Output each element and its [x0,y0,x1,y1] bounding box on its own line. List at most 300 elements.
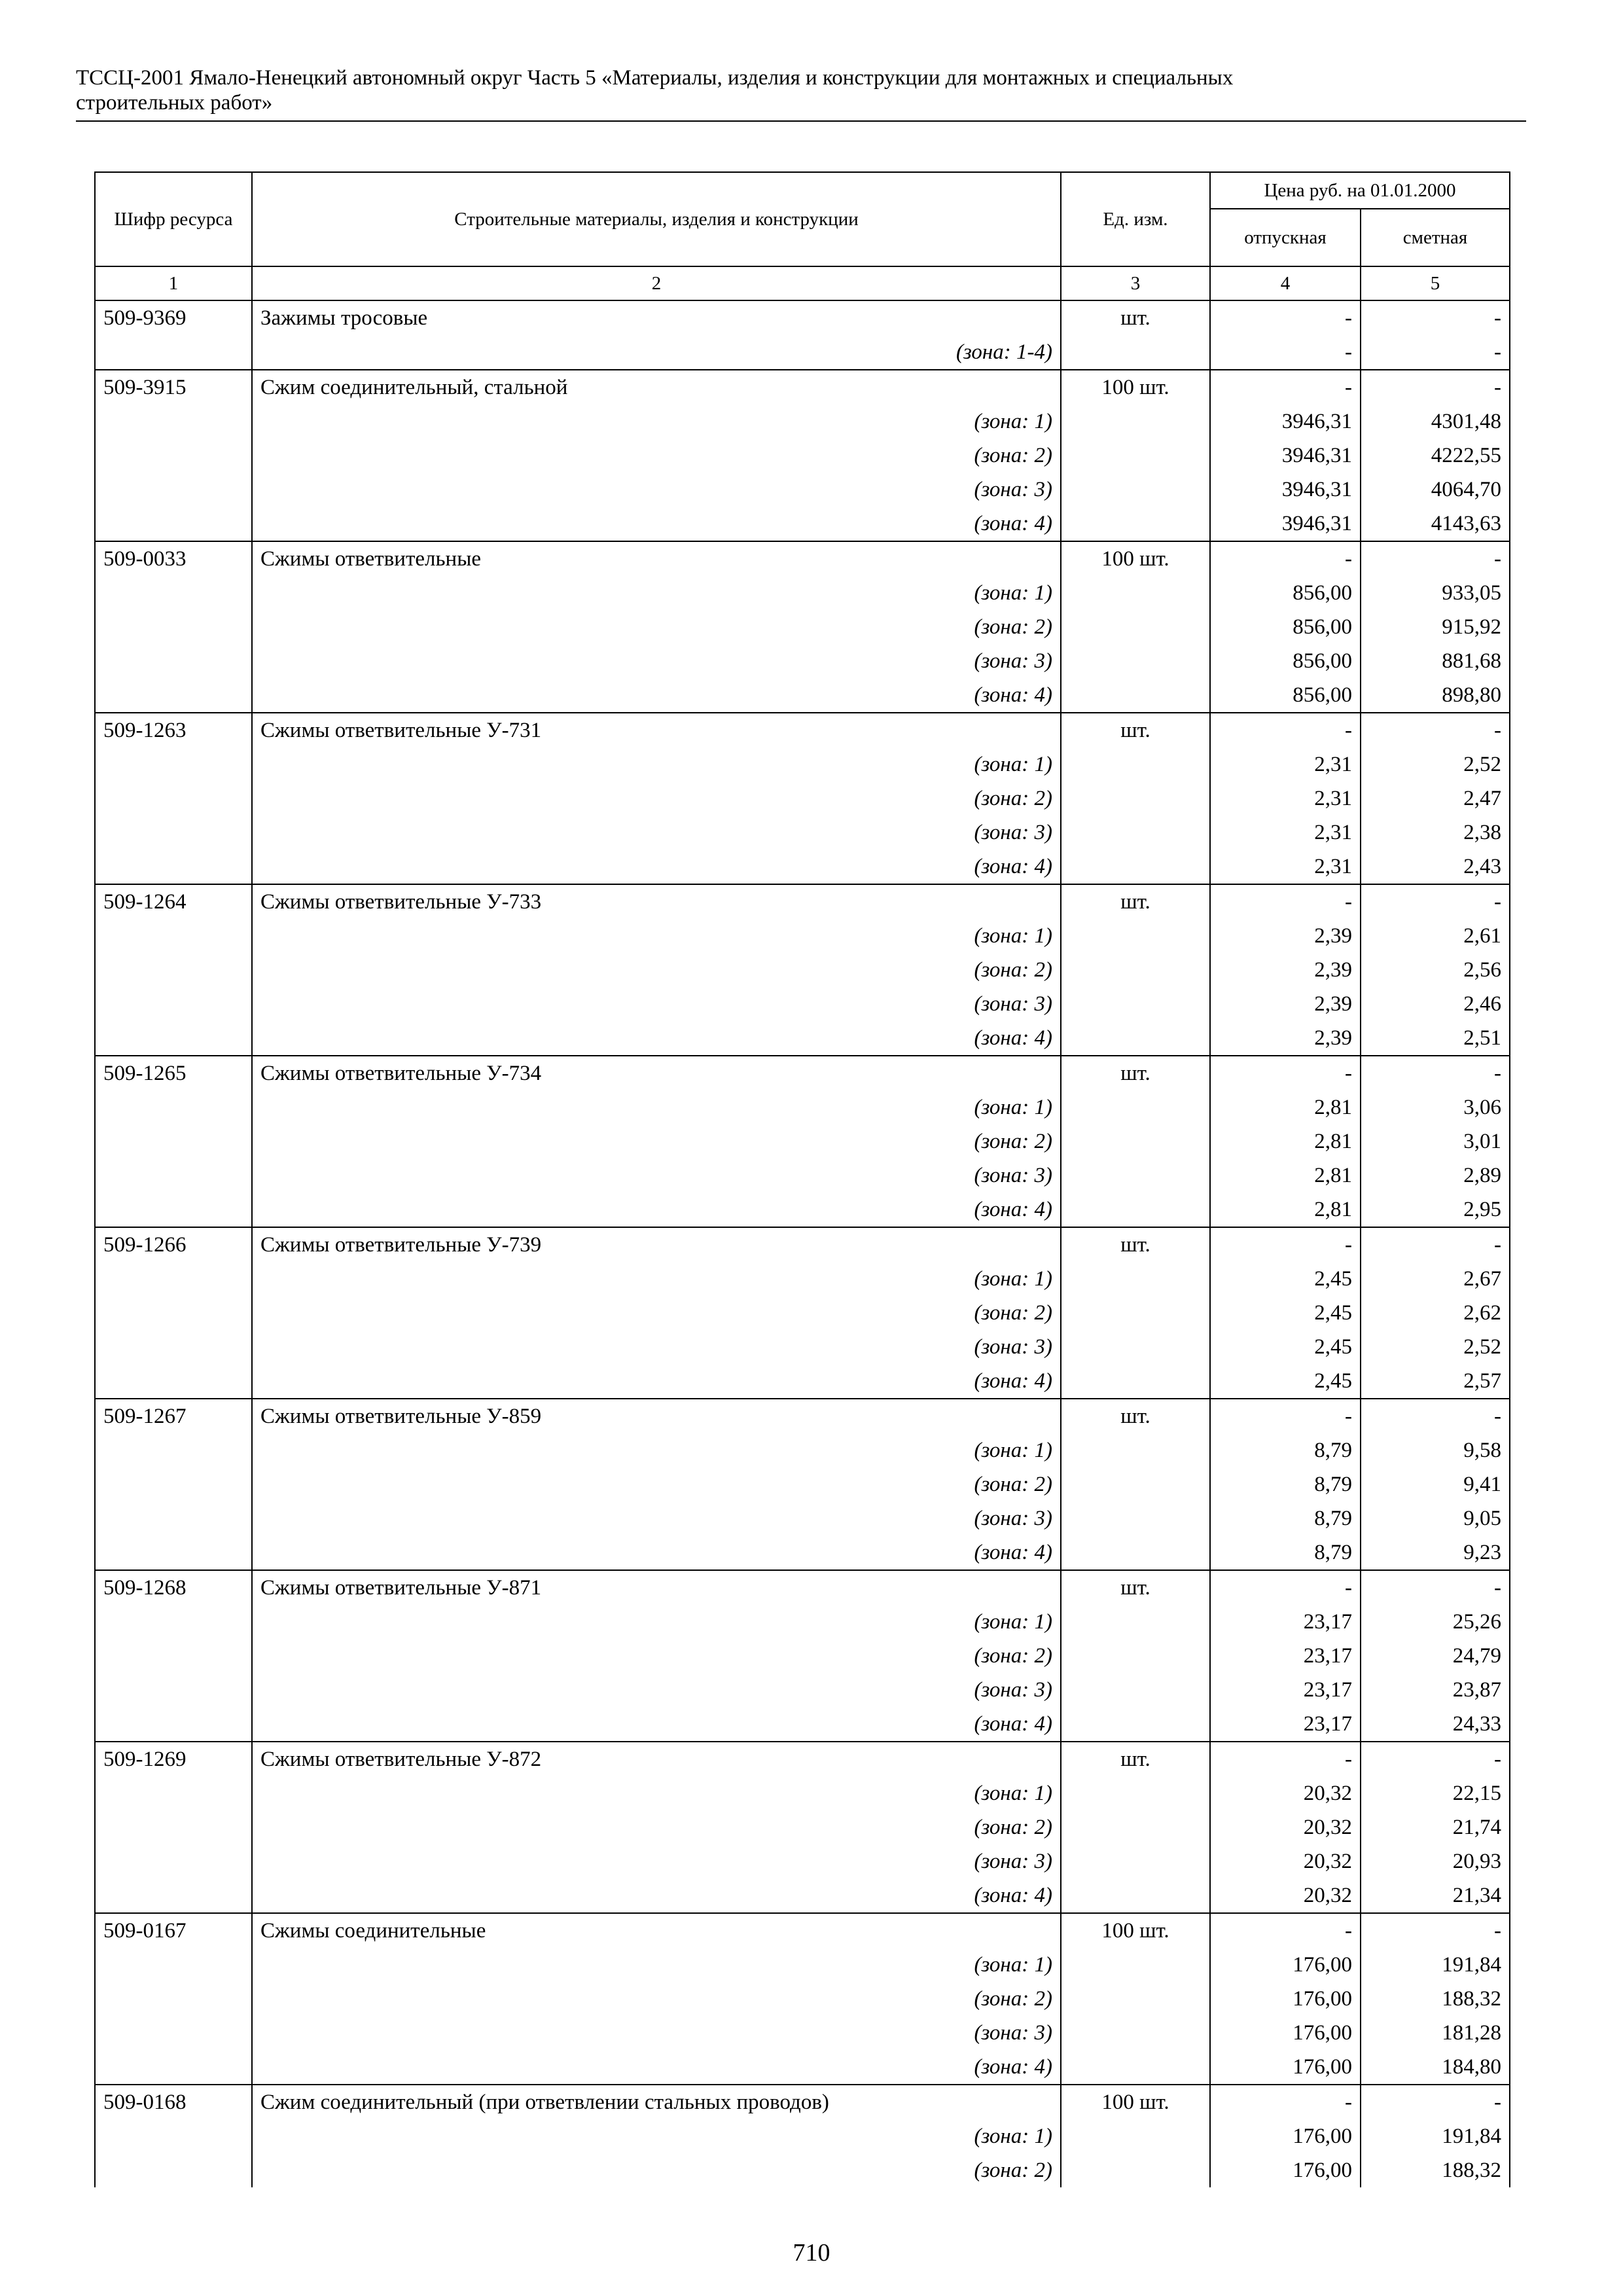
table-body [95,300,1510,2187]
resource-code-empty [95,644,252,678]
resource-code-empty [95,747,252,781]
resource-code: 509-1263 [95,713,252,747]
zone-label: (зона: 3) [252,1844,1061,1878]
price-estimate: 2,57 [1361,1364,1510,1399]
zone-row [95,2016,1510,2050]
unit-empty [1061,1330,1210,1364]
price-release: - [1210,1399,1361,1433]
material-name: Сжимы ответвительные У-734 [252,1056,1061,1090]
price-release: 20,32 [1210,1844,1361,1878]
header-unit: Ед. изм. [1061,172,1210,266]
unit-of-measure: 100 шт. [1061,1913,1210,1948]
zone-row [95,1364,1510,1399]
price-release: - [1210,1742,1361,1776]
resource-code-empty [95,1707,252,1742]
price-estimate: 9,58 [1361,1433,1510,1467]
resource-code-empty [95,953,252,987]
price-release: 2,81 [1210,1158,1361,1193]
resource-code-empty [95,507,252,541]
resource-code-empty [95,919,252,953]
price-release: - [1210,884,1361,919]
resource-code-empty [95,335,252,370]
unit-empty [1061,953,1210,987]
zone-row [95,1090,1510,1124]
price-estimate: 2,56 [1361,953,1510,987]
header-line-1: ТССЦ-2001 Ямало-Ненецкий автономный округ Часть 5 «Материалы, изделия и конструкции для монтажных и специальных [76,66,1234,90]
item-row [95,370,1510,404]
unit-empty [1061,816,1210,850]
price-estimate: - [1361,1742,1510,1776]
zone-label: (зона: 1) [252,1948,1061,1982]
header-line-2: строительных работ» [76,91,273,115]
price-estimate: 2,52 [1361,747,1510,781]
price-estimate: 2,67 [1361,1262,1510,1296]
resource-code-empty [95,1296,252,1330]
price-estimate: 9,41 [1361,1467,1510,1501]
zone-label: (зона: 1) [252,2119,1061,2153]
material-name: Сжимы ответвительные У-859 [252,1399,1061,1433]
zone-row [95,1982,1510,2016]
resource-code-empty [95,1982,252,2016]
resource-code-empty [95,2050,252,2085]
price-estimate: 23,87 [1361,1673,1510,1707]
unit-empty [1061,1158,1210,1193]
price-estimate: - [1361,1570,1510,1605]
price-estimate: 2,62 [1361,1296,1510,1330]
header-price-estimate: сметная [1361,209,1510,266]
resource-code-empty [95,473,252,507]
price-release: 176,00 [1210,2016,1361,2050]
unit-empty [1061,781,1210,816]
price-estimate: 20,93 [1361,1844,1510,1878]
resource-code-empty [95,404,252,439]
price-release: 856,00 [1210,610,1361,644]
unit-empty [1061,2153,1210,2187]
price-release: 856,00 [1210,576,1361,610]
zone-label: (зона: 2) [252,781,1061,816]
price-estimate: 881,68 [1361,644,1510,678]
unit-empty [1061,1810,1210,1844]
zone-label: (зона: 2) [252,1467,1061,1501]
price-estimate: 4064,70 [1361,473,1510,507]
price-release: - [1210,1570,1361,1605]
zone-label: (зона: 2) [252,439,1061,473]
zone-label: (зона: 4) [252,850,1061,884]
price-estimate: - [1361,335,1510,370]
zone-row [95,1501,1510,1535]
price-estimate: 2,95 [1361,1193,1510,1227]
zone-row [95,1605,1510,1639]
unit-of-measure: 100 шт. [1061,541,1210,576]
price-estimate: 24,79 [1361,1639,1510,1673]
zone-row [95,1673,1510,1707]
price-estimate: 3,01 [1361,1124,1510,1158]
price-estimate: - [1361,370,1510,404]
resource-code-empty [95,1124,252,1158]
column-number: 2 [252,266,1061,300]
resource-code-empty [95,2153,252,2187]
unit-empty [1061,747,1210,781]
price-estimate: 915,92 [1361,610,1510,644]
item-row [95,1227,1510,1262]
zone-row [95,2050,1510,2085]
zone-label: (зона: 4) [252,1707,1061,1742]
resource-code-empty [95,439,252,473]
column-number: 4 [1210,266,1361,300]
price-release: 856,00 [1210,678,1361,713]
price-estimate: - [1361,1913,1510,1948]
price-release: 23,17 [1210,1605,1361,1639]
resource-code-empty [95,1021,252,1056]
unit-of-measure: шт. [1061,1227,1210,1262]
zone-label: (зона: 4) [252,1364,1061,1399]
zone-row [95,1467,1510,1501]
unit-empty [1061,1605,1210,1639]
unit-of-measure: шт. [1061,300,1210,335]
zone-label: (зона: 3) [252,816,1061,850]
zone-label: (зона: 1) [252,404,1061,439]
resource-code-empty [95,1776,252,1810]
page-header [76,65,1526,115]
material-name: Сжимы соединительные [252,1913,1061,1948]
price-estimate: 24,33 [1361,1707,1510,1742]
unit-of-measure: шт. [1061,713,1210,747]
resource-code-empty [95,2016,252,2050]
price-estimate: 2,38 [1361,816,1510,850]
unit-empty [1061,1844,1210,1878]
unit-empty [1061,576,1210,610]
unit-empty [1061,610,1210,644]
unit-empty [1061,1021,1210,1056]
unit-empty [1061,1707,1210,1742]
price-release: - [1210,713,1361,747]
header-price-release: отпускная [1210,209,1361,266]
zone-label: (зона: 3) [252,1158,1061,1193]
unit-of-measure: шт. [1061,1570,1210,1605]
zone-label: (зона: 4) [252,507,1061,541]
zone-label: (зона: 1-4) [252,335,1061,370]
price-release: 3946,31 [1210,439,1361,473]
unit-empty [1061,1501,1210,1535]
resource-code-empty [95,576,252,610]
unit-empty [1061,2050,1210,2085]
price-estimate: 191,84 [1361,2119,1510,2153]
resource-code: 509-3915 [95,370,252,404]
price-release: - [1210,335,1361,370]
zone-row [95,816,1510,850]
unit-empty [1061,1364,1210,1399]
item-row [95,2085,1510,2119]
unit-empty [1061,644,1210,678]
price-release: 2,31 [1210,850,1361,884]
zone-label: (зона: 3) [252,1330,1061,1364]
price-release: 176,00 [1210,1982,1361,2016]
item-row [95,1570,1510,1605]
material-name: Сжимы ответвительные У-872 [252,1742,1061,1776]
unit-of-measure: шт. [1061,884,1210,919]
price-estimate: 898,80 [1361,678,1510,713]
price-release: - [1210,300,1361,335]
price-release: 2,45 [1210,1364,1361,1399]
zone-label: (зона: 2) [252,1296,1061,1330]
price-estimate: - [1361,1227,1510,1262]
unit-empty [1061,1639,1210,1673]
unit-of-measure: 100 шт. [1061,2085,1210,2119]
price-release: - [1210,1913,1361,1948]
unit-empty [1061,1673,1210,1707]
zone-row [95,987,1510,1021]
item-row [95,1742,1510,1776]
price-estimate: 4222,55 [1361,439,1510,473]
zone-label: (зона: 4) [252,1193,1061,1227]
unit-empty [1061,473,1210,507]
zone-label: (зона: 1) [252,1433,1061,1467]
price-estimate: 2,43 [1361,850,1510,884]
resource-code: 509-0033 [95,541,252,576]
zone-label: (зона: 1) [252,1605,1061,1639]
price-estimate: 9,23 [1361,1535,1510,1570]
unit-empty [1061,507,1210,541]
resource-code-empty [95,1639,252,1673]
price-estimate: - [1361,541,1510,576]
price-estimate: 191,84 [1361,1948,1510,1982]
price-release: 8,79 [1210,1535,1361,1570]
page-number: 710 [793,2239,830,2267]
item-row [95,1913,1510,1948]
zone-label: (зона: 3) [252,1501,1061,1535]
price-release: 20,32 [1210,1776,1361,1810]
resource-code-empty [95,610,252,644]
resource-code: 509-0167 [95,1913,252,1948]
zone-row [95,781,1510,816]
zone-label: (зона: 1) [252,1776,1061,1810]
price-release: - [1210,541,1361,576]
resource-code-empty [95,1673,252,1707]
unit-of-measure: шт. [1061,1742,1210,1776]
zone-label: (зона: 1) [252,747,1061,781]
price-release: 176,00 [1210,2050,1361,2085]
zone-row [95,850,1510,884]
unit-empty [1061,850,1210,884]
price-release: 2,39 [1210,987,1361,1021]
price-release: 2,81 [1210,1124,1361,1158]
item-row [95,300,1510,335]
unit-empty [1061,1982,1210,2016]
zone-label: (зона: 2) [252,953,1061,987]
resource-code-empty [95,1810,252,1844]
zone-row [95,1330,1510,1364]
zone-row [95,1776,1510,1810]
price-release: - [1210,2085,1361,2119]
resource-code-empty [95,816,252,850]
zone-row [95,1124,1510,1158]
zone-label: (зона: 4) [252,2050,1061,2085]
header-rule [76,120,1526,122]
price-estimate: 4301,48 [1361,404,1510,439]
item-row [95,1399,1510,1433]
unit-empty [1061,1124,1210,1158]
price-estimate: - [1361,1056,1510,1090]
zone-row [95,335,1510,370]
price-release: 2,39 [1210,1021,1361,1056]
material-name: Сжимы ответвительные [252,541,1061,576]
price-estimate: 21,74 [1361,1810,1510,1844]
price-release: 2,39 [1210,953,1361,987]
header-price-group: Цена руб. на 01.01.2000 [1210,172,1510,209]
resource-code-empty [95,1467,252,1501]
unit-empty [1061,1193,1210,1227]
price-release: 2,45 [1210,1296,1361,1330]
price-estimate: - [1361,713,1510,747]
zone-label: (зона: 4) [252,1021,1061,1056]
zone-row [95,919,1510,953]
resource-code: 509-0168 [95,2085,252,2119]
zone-row [95,1158,1510,1193]
zone-label: (зона: 1) [252,576,1061,610]
zone-row [95,1021,1510,1056]
price-estimate: 2,61 [1361,919,1510,953]
price-estimate: - [1361,300,1510,335]
price-release: 8,79 [1210,1501,1361,1535]
material-name: Зажимы тросовые [252,300,1061,335]
unit-empty [1061,1776,1210,1810]
resource-code-empty [95,2119,252,2153]
price-release: 3946,31 [1210,404,1361,439]
zone-label: (зона: 1) [252,919,1061,953]
resource-code-empty [95,1330,252,1364]
zone-label: (зона: 3) [252,473,1061,507]
zone-label: (зона: 1) [252,1262,1061,1296]
unit-empty [1061,678,1210,713]
unit-empty [1061,439,1210,473]
resource-code-empty [95,987,252,1021]
zone-row [95,1844,1510,1878]
price-estimate: - [1361,2085,1510,2119]
price-estimate: 184,80 [1361,2050,1510,2085]
price-estimate: 188,32 [1361,1982,1510,2016]
price-release: 2,31 [1210,816,1361,850]
resource-code-empty [95,678,252,713]
price-release: 176,00 [1210,2119,1361,2153]
price-estimate: 2,46 [1361,987,1510,1021]
resource-code: 509-1266 [95,1227,252,1262]
resource-code-empty [95,781,252,816]
price-release: 2,81 [1210,1090,1361,1124]
price-release: - [1210,1227,1361,1262]
zone-row [95,678,1510,713]
price-estimate: 933,05 [1361,576,1510,610]
unit-empty [1061,1090,1210,1124]
zone-row [95,404,1510,439]
zone-label: (зона: 2) [252,1982,1061,2016]
column-number: 1 [95,266,252,300]
resource-code-empty [95,1535,252,1570]
zone-row [95,2153,1510,2187]
resource-code: 509-9369 [95,300,252,335]
price-estimate: - [1361,884,1510,919]
zone-row [95,747,1510,781]
zone-label: (зона: 1) [252,1090,1061,1124]
zone-row [95,2119,1510,2153]
resource-code: 509-1265 [95,1056,252,1090]
zone-row [95,1810,1510,1844]
price-estimate: 9,05 [1361,1501,1510,1535]
column-number: 3 [1061,266,1210,300]
price-estimate: 181,28 [1361,2016,1510,2050]
price-estimate: 2,52 [1361,1330,1510,1364]
unit-of-measure: 100 шт. [1061,370,1210,404]
price-release: 23,17 [1210,1639,1361,1673]
item-row [95,713,1510,747]
material-name: Сжимы ответвительные У-871 [252,1570,1061,1605]
resource-code-empty [95,1501,252,1535]
zone-label: (зона: 2) [252,610,1061,644]
resource-code-empty [95,1193,252,1227]
price-release: 23,17 [1210,1707,1361,1742]
column-number: 5 [1361,266,1510,300]
price-table [94,171,1510,2187]
zone-label: (зона: 2) [252,1810,1061,1844]
price-estimate: 188,32 [1361,2153,1510,2187]
header-code: Шифр ресурса [95,172,252,266]
material-name: Сжимы ответвительные У-739 [252,1227,1061,1262]
zone-row [95,1296,1510,1330]
price-estimate: 2,51 [1361,1021,1510,1056]
resource-code-empty [95,1433,252,1467]
price-release: 176,00 [1210,1948,1361,1982]
zone-label: (зона: 4) [252,678,1061,713]
resource-code: 509-1268 [95,1570,252,1605]
material-name: Сжим соединительный, стальной [252,370,1061,404]
zone-row [95,1639,1510,1673]
price-release: 20,32 [1210,1878,1361,1913]
price-release: - [1210,1056,1361,1090]
price-release: 2,45 [1210,1330,1361,1364]
zone-row [95,1262,1510,1296]
unit-empty [1061,919,1210,953]
unit-empty [1061,2016,1210,2050]
zone-label: (зона: 3) [252,644,1061,678]
unit-empty [1061,1535,1210,1570]
zone-row [95,1535,1510,1570]
zone-row [95,1707,1510,1742]
price-release: 3946,31 [1210,507,1361,541]
unit-empty [1061,1262,1210,1296]
price-release: - [1210,370,1361,404]
resource-code-empty [95,1090,252,1124]
price-estimate: 25,26 [1361,1605,1510,1639]
material-name: Сжимы ответвительные У-733 [252,884,1061,919]
zone-row [95,439,1510,473]
zone-row [95,644,1510,678]
unit-of-measure: шт. [1061,1056,1210,1090]
unit-empty [1061,987,1210,1021]
price-release: 2,31 [1210,747,1361,781]
unit-of-measure: шт. [1061,1399,1210,1433]
zone-label: (зона: 3) [252,2016,1061,2050]
zone-row [95,1433,1510,1467]
resource-code-empty [95,1878,252,1913]
resource-code-empty [95,1844,252,1878]
price-release: 20,32 [1210,1810,1361,1844]
header-name: Строительные материалы, изделия и конструкции [252,172,1061,266]
resource-code-empty [95,1262,252,1296]
price-release: 2,81 [1210,1193,1361,1227]
price-estimate: 2,89 [1361,1158,1510,1193]
zone-label: (зона: 2) [252,2153,1061,2187]
unit-empty [1061,1948,1210,1982]
unit-empty [1061,335,1210,370]
